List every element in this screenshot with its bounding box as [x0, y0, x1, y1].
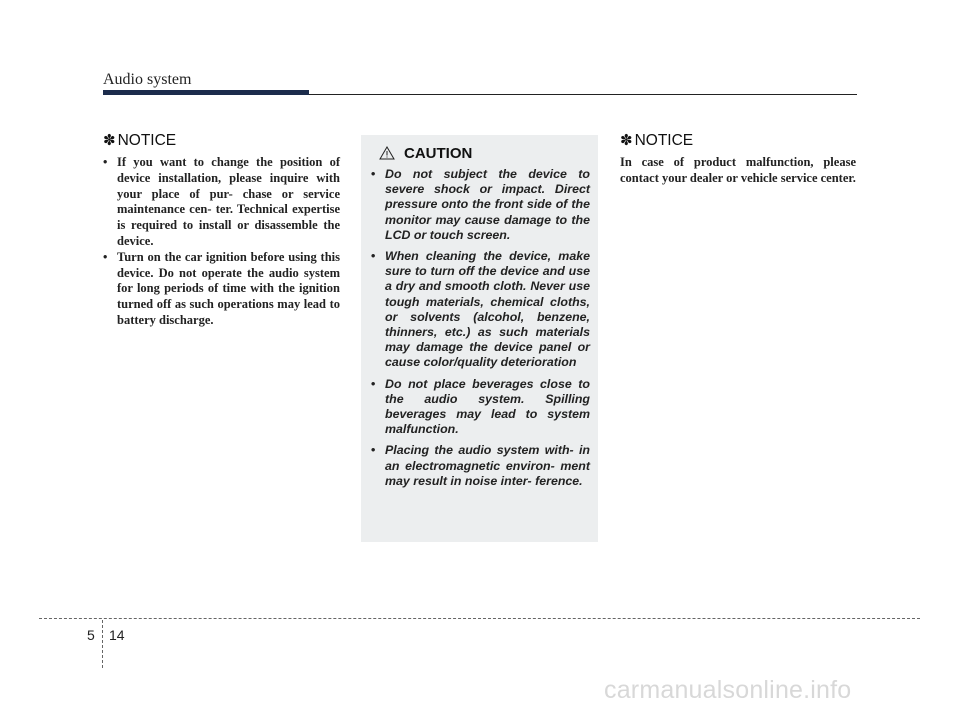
bullet-glyph: • — [371, 443, 376, 458]
bullet-glyph: • — [103, 249, 108, 264]
list-item — [371, 249, 590, 371]
list-item-text: Placing the audio system with- in an electromagnetic environ- ment may result in noise inter- ference. — [385, 443, 590, 488]
list-item — [371, 377, 590, 438]
notice-heading — [103, 131, 340, 151]
notice-star-icon: ✽ — [103, 132, 116, 149]
notice-list — [103, 155, 340, 329]
notice-title: NOTICE — [634, 132, 694, 149]
list-item — [103, 250, 340, 329]
list-item-text: When cleaning the device, make sure to turn off the device and use a dry and smooth cloth. Never use tough materials, chemical cloths, or solvents (alcohol, benzene, thinners, etc.) as such materials may damage the device panel or cause color/quality deterioration — [385, 249, 590, 370]
page-number: 14 — [109, 627, 125, 643]
chapter-number: 5 — [87, 627, 95, 643]
notice-heading — [620, 131, 856, 151]
bullet-glyph: • — [371, 376, 376, 391]
list-item — [371, 443, 590, 489]
warning-triangle-icon — [379, 146, 395, 160]
bullet-glyph: • — [371, 249, 376, 264]
footer-rule — [39, 618, 920, 619]
right-notice — [620, 131, 856, 187]
list-item — [103, 155, 340, 250]
list-item — [371, 167, 590, 243]
notice-title: NOTICE — [117, 132, 177, 149]
watermark-logo: carmanualsonline.info — [604, 676, 852, 704]
notice-star-icon: ✽ — [620, 132, 633, 149]
bullet-glyph: • — [371, 167, 376, 181]
caution-heading — [371, 143, 590, 163]
footer-divider — [102, 620, 103, 668]
header-accent-bar — [103, 90, 309, 95]
list-item-text: Turn on the car ignition before using this device. Do not operate the audio system for long periods of time with the ignition turned off as such operations may lead to battery discharge. — [117, 249, 340, 327]
running-header: Audio system — [103, 71, 192, 88]
list-item-text: If you want to change the position of device installation, please inquire with your place of pur- chase or service maintenance cen- ter. Technical expertise is required to install or disassemble the device. — [117, 155, 340, 248]
list-item-text: Do not subject the device to severe shock or impact. Direct pressure onto the front side of the monitor may cause damage to the LCD or touch screen. — [385, 167, 590, 242]
caution-list — [371, 167, 590, 489]
list-item-text: Do not place beverages close to the audio system. Spilling beverages may lead to system malfunction. — [385, 376, 590, 437]
notice-paragraph: In case of product malfunction, please contact your dealer or vehicle service center. — [620, 155, 856, 185]
caution-title: CAUTION — [404, 144, 473, 162]
bullet-glyph: • — [103, 155, 108, 169]
caution-box — [361, 135, 598, 542]
left-notice — [103, 131, 340, 329]
